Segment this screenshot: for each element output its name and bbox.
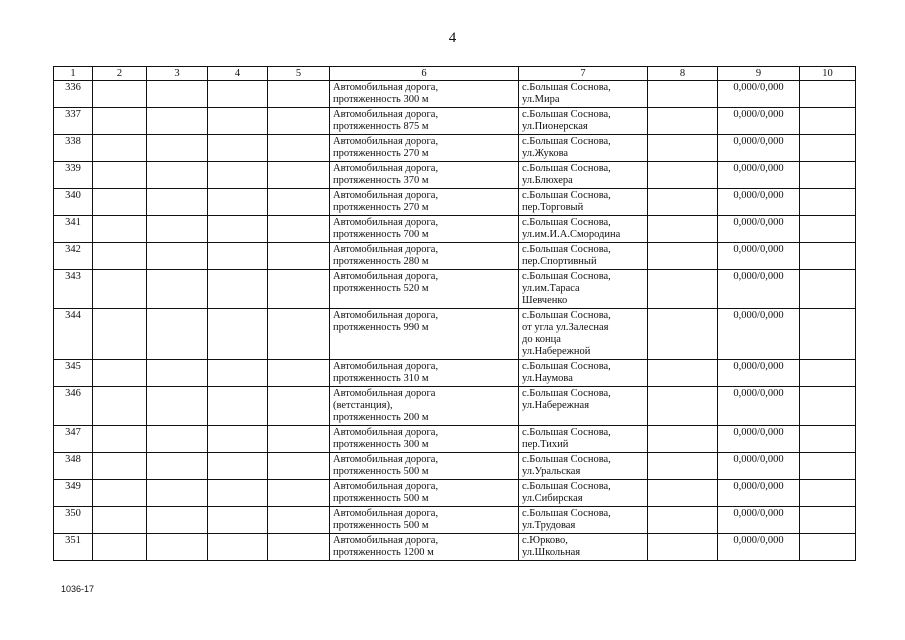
- row-number: 350: [54, 507, 93, 534]
- row-number: 351: [54, 534, 93, 561]
- value-cell: 0,000/0,000: [718, 162, 800, 189]
- column-header-6: 6: [330, 67, 519, 81]
- row-number: 339: [54, 162, 93, 189]
- value-cell: 0,000/0,000: [718, 216, 800, 243]
- object-name-cell: [330, 480, 519, 507]
- empty-cell-col-8: [648, 480, 718, 507]
- address-line: с.Большая Соснова,: [522, 163, 611, 174]
- empty-cell-col-5: [268, 426, 330, 453]
- empty-cell-col-4: [208, 135, 268, 162]
- empty-cell-col-4: [208, 360, 268, 387]
- object-name-line: протяженность 500 м: [333, 493, 429, 504]
- empty-cell-col-3: [147, 480, 208, 507]
- value-cell: 0,000/0,000: [718, 309, 800, 360]
- object-name-line: протяженность 310 м: [333, 373, 429, 384]
- value-cell: 0,000/0,000: [718, 426, 800, 453]
- empty-cell-col-10: [800, 108, 856, 135]
- page-number: 4: [448, 30, 457, 46]
- table-row: [54, 387, 856, 426]
- row-number: 343: [54, 270, 93, 309]
- empty-cell-col-2: [93, 243, 147, 270]
- header-row: [54, 67, 856, 81]
- object-name-cell: [330, 189, 519, 216]
- empty-cell-col-8: [648, 360, 718, 387]
- address-line: с.Большая Соснова,: [522, 244, 611, 255]
- address-line: с.Большая Соснова,: [522, 454, 611, 465]
- value-cell: 0,000/0,000: [718, 534, 800, 561]
- empty-cell-col-5: [268, 216, 330, 243]
- empty-cell-col-8: [648, 507, 718, 534]
- table-row: [54, 534, 856, 561]
- row-number: 349: [54, 480, 93, 507]
- value-cell: 0,000/0,000: [718, 189, 800, 216]
- row-number: 336: [54, 81, 93, 108]
- table-row: [54, 108, 856, 135]
- empty-cell-col-2: [93, 81, 147, 108]
- column-header-10: 10: [800, 67, 856, 81]
- object-name-line: Автомобильная дорога,: [333, 217, 439, 228]
- object-name-line: протяженность 270 м: [333, 148, 429, 159]
- empty-cell-col-5: [268, 507, 330, 534]
- address-line: с.Большая Соснова,: [522, 109, 611, 120]
- empty-cell-col-4: [208, 426, 268, 453]
- object-name-line: протяженность 1200 м: [333, 547, 434, 558]
- address-line: ул.Набережной: [522, 346, 591, 357]
- address-line: с.Большая Соснова,: [522, 136, 611, 147]
- empty-cell-col-10: [800, 309, 856, 360]
- empty-cell-col-3: [147, 360, 208, 387]
- object-name-line: протяженность 280 м: [333, 256, 429, 267]
- object-name-cell: [330, 243, 519, 270]
- empty-cell-col-4: [208, 387, 268, 426]
- object-name-line: протяженность 500 м: [333, 520, 429, 531]
- empty-cell-col-10: [800, 189, 856, 216]
- empty-cell-col-3: [147, 453, 208, 480]
- empty-cell-col-4: [208, 507, 268, 534]
- empty-cell-col-4: [208, 534, 268, 561]
- column-header-1: 1: [54, 67, 93, 81]
- object-name-line: Автомобильная дорога,: [333, 271, 439, 282]
- row-number: 347: [54, 426, 93, 453]
- empty-cell-col-4: [208, 81, 268, 108]
- empty-cell-col-10: [800, 507, 856, 534]
- empty-cell-col-3: [147, 270, 208, 309]
- empty-cell-col-3: [147, 426, 208, 453]
- column-header-7: 7: [519, 67, 648, 81]
- table-header: [54, 67, 856, 81]
- empty-cell-col-5: [268, 534, 330, 561]
- empty-cell-col-10: [800, 360, 856, 387]
- empty-cell-col-3: [147, 81, 208, 108]
- object-name-cell: [330, 108, 519, 135]
- address-line: с.Большая Соснова,: [522, 388, 611, 399]
- value-cell: 0,000/0,000: [718, 108, 800, 135]
- object-name-cell: [330, 135, 519, 162]
- register-table: [53, 66, 856, 561]
- object-name-line: Автомобильная дорога,: [333, 109, 439, 120]
- row-number: 338: [54, 135, 93, 162]
- empty-cell-col-2: [93, 360, 147, 387]
- object-name-cell: [330, 162, 519, 189]
- empty-cell-col-8: [648, 189, 718, 216]
- object-name-cell: [330, 507, 519, 534]
- table-row: [54, 243, 856, 270]
- column-header-9: 9: [718, 67, 800, 81]
- address-cell: [519, 81, 648, 108]
- object-name-line: Автомобильная дорога,: [333, 310, 439, 321]
- empty-cell-col-3: [147, 189, 208, 216]
- empty-cell-col-8: [648, 135, 718, 162]
- column-header-5: 5: [268, 67, 330, 81]
- table-row: [54, 216, 856, 243]
- empty-cell-col-10: [800, 81, 856, 108]
- address-line: с.Большая Соснова,: [522, 481, 611, 492]
- value-cell: 0,000/0,000: [718, 135, 800, 162]
- object-name-line: Автомобильная дорога,: [333, 481, 439, 492]
- table-row: [54, 81, 856, 108]
- object-name-line: Автомобильная дорога,: [333, 163, 439, 174]
- object-name-line: Автомобильная дорога,: [333, 361, 439, 372]
- value-cell: 0,000/0,000: [718, 387, 800, 426]
- empty-cell-col-2: [93, 162, 147, 189]
- address-line: с.Большая Соснова,: [522, 508, 611, 519]
- empty-cell-col-5: [268, 387, 330, 426]
- empty-cell-col-2: [93, 453, 147, 480]
- value-cell: 0,000/0,000: [718, 507, 800, 534]
- address-cell: [519, 309, 648, 360]
- empty-cell-col-10: [800, 426, 856, 453]
- empty-cell-col-4: [208, 216, 268, 243]
- address-line: ул.им.Тараса: [522, 283, 580, 294]
- empty-cell-col-5: [268, 270, 330, 309]
- empty-cell-col-4: [208, 243, 268, 270]
- table-row: [54, 507, 856, 534]
- object-name-line: Автомобильная дорога,: [333, 244, 439, 255]
- empty-cell-col-5: [268, 135, 330, 162]
- empty-cell-col-5: [268, 360, 330, 387]
- address-line: ул.им.И.А.Смородина: [522, 229, 621, 240]
- address-line: ул.Школьная: [522, 547, 581, 558]
- empty-cell-col-4: [208, 453, 268, 480]
- object-name-cell: [330, 387, 519, 426]
- object-name-cell: [330, 270, 519, 309]
- row-number: 345: [54, 360, 93, 387]
- empty-cell-col-2: [93, 216, 147, 243]
- object-name-line: Автомобильная дорога,: [333, 508, 439, 519]
- empty-cell-col-8: [648, 216, 718, 243]
- address-cell: [519, 135, 648, 162]
- empty-cell-col-10: [800, 480, 856, 507]
- address-line: ул.Пионерская: [522, 121, 588, 132]
- object-name-line: протяженность 200 м: [333, 412, 429, 423]
- document-code: 1036-17: [61, 584, 95, 594]
- value-cell: 0,000/0,000: [718, 360, 800, 387]
- object-name-line: протяженность 875 м: [333, 121, 429, 132]
- value-cell: 0,000/0,000: [718, 270, 800, 309]
- address-line: ул.Трудовая: [522, 520, 576, 531]
- address-line: с.Большая Соснова,: [522, 82, 611, 93]
- object-name-cell: [330, 309, 519, 360]
- empty-cell-col-5: [268, 81, 330, 108]
- row-number: 341: [54, 216, 93, 243]
- row-number: 340: [54, 189, 93, 216]
- address-line: с.Большая Соснова,: [522, 217, 611, 228]
- address-line: ул.Жукова: [522, 148, 569, 159]
- empty-cell-col-3: [147, 135, 208, 162]
- row-number: 346: [54, 387, 93, 426]
- address-cell: [519, 387, 648, 426]
- empty-cell-col-4: [208, 108, 268, 135]
- empty-cell-col-3: [147, 108, 208, 135]
- address-cell: [519, 270, 648, 309]
- empty-cell-col-4: [208, 480, 268, 507]
- empty-cell-col-3: [147, 387, 208, 426]
- empty-cell-col-4: [208, 189, 268, 216]
- column-header-8: 8: [648, 67, 718, 81]
- row-number: 344: [54, 309, 93, 360]
- empty-cell-col-8: [648, 387, 718, 426]
- object-name-line: Автомобильная дорога,: [333, 190, 439, 201]
- address-line: пер.Торговый: [522, 202, 584, 213]
- empty-cell-col-2: [93, 135, 147, 162]
- empty-cell-col-3: [147, 216, 208, 243]
- table-row: [54, 270, 856, 309]
- address-line: с.Большая Соснова,: [522, 361, 611, 372]
- column-header-2: 2: [93, 67, 147, 81]
- object-name-line: протяженность 500 м: [333, 466, 429, 477]
- object-name-line: протяженность 520 м: [333, 283, 429, 294]
- empty-cell-col-2: [93, 108, 147, 135]
- object-name-line: Автомобильная дорога,: [333, 454, 439, 465]
- address-line: с.Большая Соснова,: [522, 190, 611, 201]
- object-name-line: протяженность 300 м: [333, 94, 429, 105]
- address-line: Шевченко: [522, 295, 568, 306]
- empty-cell-col-10: [800, 270, 856, 309]
- address-cell: [519, 534, 648, 561]
- row-number: 337: [54, 108, 93, 135]
- address-line: ул.Уральская: [522, 466, 581, 477]
- address-line: ул.Блюхера: [522, 175, 573, 186]
- empty-cell-col-5: [268, 162, 330, 189]
- address-line: с.Юрково,: [522, 535, 568, 546]
- object-name-cell: [330, 360, 519, 387]
- empty-cell-col-3: [147, 309, 208, 360]
- empty-cell-col-4: [208, 162, 268, 189]
- table-row: [54, 162, 856, 189]
- value-cell: 0,000/0,000: [718, 81, 800, 108]
- address-line: ул.Набережная: [522, 400, 590, 411]
- object-name-line: (ветстанция),: [333, 400, 393, 411]
- object-name-cell: [330, 453, 519, 480]
- empty-cell-col-8: [648, 162, 718, 189]
- address-line: с.Большая Соснова,: [522, 427, 611, 438]
- empty-cell-col-3: [147, 507, 208, 534]
- address-line: ул.Сибирская: [522, 493, 583, 504]
- table-row: [54, 453, 856, 480]
- empty-cell-col-3: [147, 534, 208, 561]
- address-cell: [519, 453, 648, 480]
- empty-cell-col-4: [208, 270, 268, 309]
- empty-cell-col-10: [800, 243, 856, 270]
- address-cell: [519, 162, 648, 189]
- empty-cell-col-5: [268, 189, 330, 216]
- object-name-cell: [330, 81, 519, 108]
- column-header-3: 3: [147, 67, 208, 81]
- empty-cell-col-3: [147, 162, 208, 189]
- empty-cell-col-2: [93, 189, 147, 216]
- empty-cell-col-2: [93, 387, 147, 426]
- object-name-line: протяженность 270 м: [333, 202, 429, 213]
- address-line: ул.Мира: [522, 94, 560, 105]
- empty-cell-col-8: [648, 309, 718, 360]
- column-header-4: 4: [208, 67, 268, 81]
- empty-cell-col-8: [648, 534, 718, 561]
- address-line: пер.Тихий: [522, 439, 569, 450]
- table-row: [54, 189, 856, 216]
- empty-cell-col-10: [800, 216, 856, 243]
- address-cell: [519, 189, 648, 216]
- object-name-cell: [330, 534, 519, 561]
- empty-cell-col-10: [800, 162, 856, 189]
- row-number: 342: [54, 243, 93, 270]
- object-name-line: Автомобильная дорога,: [333, 136, 439, 147]
- empty-cell-col-8: [648, 108, 718, 135]
- empty-cell-col-5: [268, 453, 330, 480]
- empty-cell-col-4: [208, 309, 268, 360]
- empty-cell-col-8: [648, 81, 718, 108]
- table-row: [54, 135, 856, 162]
- address-line: до конца: [522, 334, 561, 345]
- empty-cell-col-5: [268, 108, 330, 135]
- object-name-line: Автомобильная дорога,: [333, 535, 439, 546]
- empty-cell-col-2: [93, 480, 147, 507]
- object-name-line: Автомобильная дорога,: [333, 427, 439, 438]
- object-name-line: Автомобильная дорога,: [333, 82, 439, 93]
- object-name-cell: [330, 216, 519, 243]
- address-cell: [519, 243, 648, 270]
- object-name-line: протяженность 990 м: [333, 322, 429, 333]
- address-line: пер.Спортивный: [522, 256, 597, 267]
- empty-cell-col-10: [800, 135, 856, 162]
- row-number: 348: [54, 453, 93, 480]
- table-row: [54, 480, 856, 507]
- empty-cell-col-5: [268, 480, 330, 507]
- empty-cell-col-8: [648, 243, 718, 270]
- table-row: [54, 309, 856, 360]
- address-line: с.Большая Соснова,: [522, 310, 611, 321]
- address-line: с.Большая Соснова,: [522, 271, 611, 282]
- value-cell: 0,000/0,000: [718, 243, 800, 270]
- empty-cell-col-10: [800, 387, 856, 426]
- empty-cell-col-8: [648, 426, 718, 453]
- address-cell: [519, 507, 648, 534]
- table-row: [54, 426, 856, 453]
- object-name-line: протяженность 300 м: [333, 439, 429, 450]
- empty-cell-col-2: [93, 426, 147, 453]
- empty-cell-col-5: [268, 243, 330, 270]
- empty-cell-col-2: [93, 534, 147, 561]
- value-cell: 0,000/0,000: [718, 480, 800, 507]
- empty-cell-col-2: [93, 309, 147, 360]
- object-name-line: протяженность 700 м: [333, 229, 429, 240]
- object-name-cell: [330, 426, 519, 453]
- empty-cell-col-10: [800, 453, 856, 480]
- object-name-line: Автомобильная дорога: [333, 388, 436, 399]
- empty-cell-col-3: [147, 243, 208, 270]
- address-cell: [519, 360, 648, 387]
- address-cell: [519, 108, 648, 135]
- empty-cell-col-8: [648, 270, 718, 309]
- address-line: от угла ул.Залесная: [522, 322, 609, 333]
- address-cell: [519, 216, 648, 243]
- empty-cell-col-5: [268, 309, 330, 360]
- table-row: [54, 360, 856, 387]
- address-cell: [519, 426, 648, 453]
- value-cell: 0,000/0,000: [718, 453, 800, 480]
- address-cell: [519, 480, 648, 507]
- empty-cell-col-2: [93, 507, 147, 534]
- table-body: [54, 81, 856, 561]
- object-name-line: протяженность 370 м: [333, 175, 429, 186]
- empty-cell-col-2: [93, 270, 147, 309]
- empty-cell-col-8: [648, 453, 718, 480]
- address-line: ул.Наумова: [522, 373, 573, 384]
- empty-cell-col-10: [800, 534, 856, 561]
